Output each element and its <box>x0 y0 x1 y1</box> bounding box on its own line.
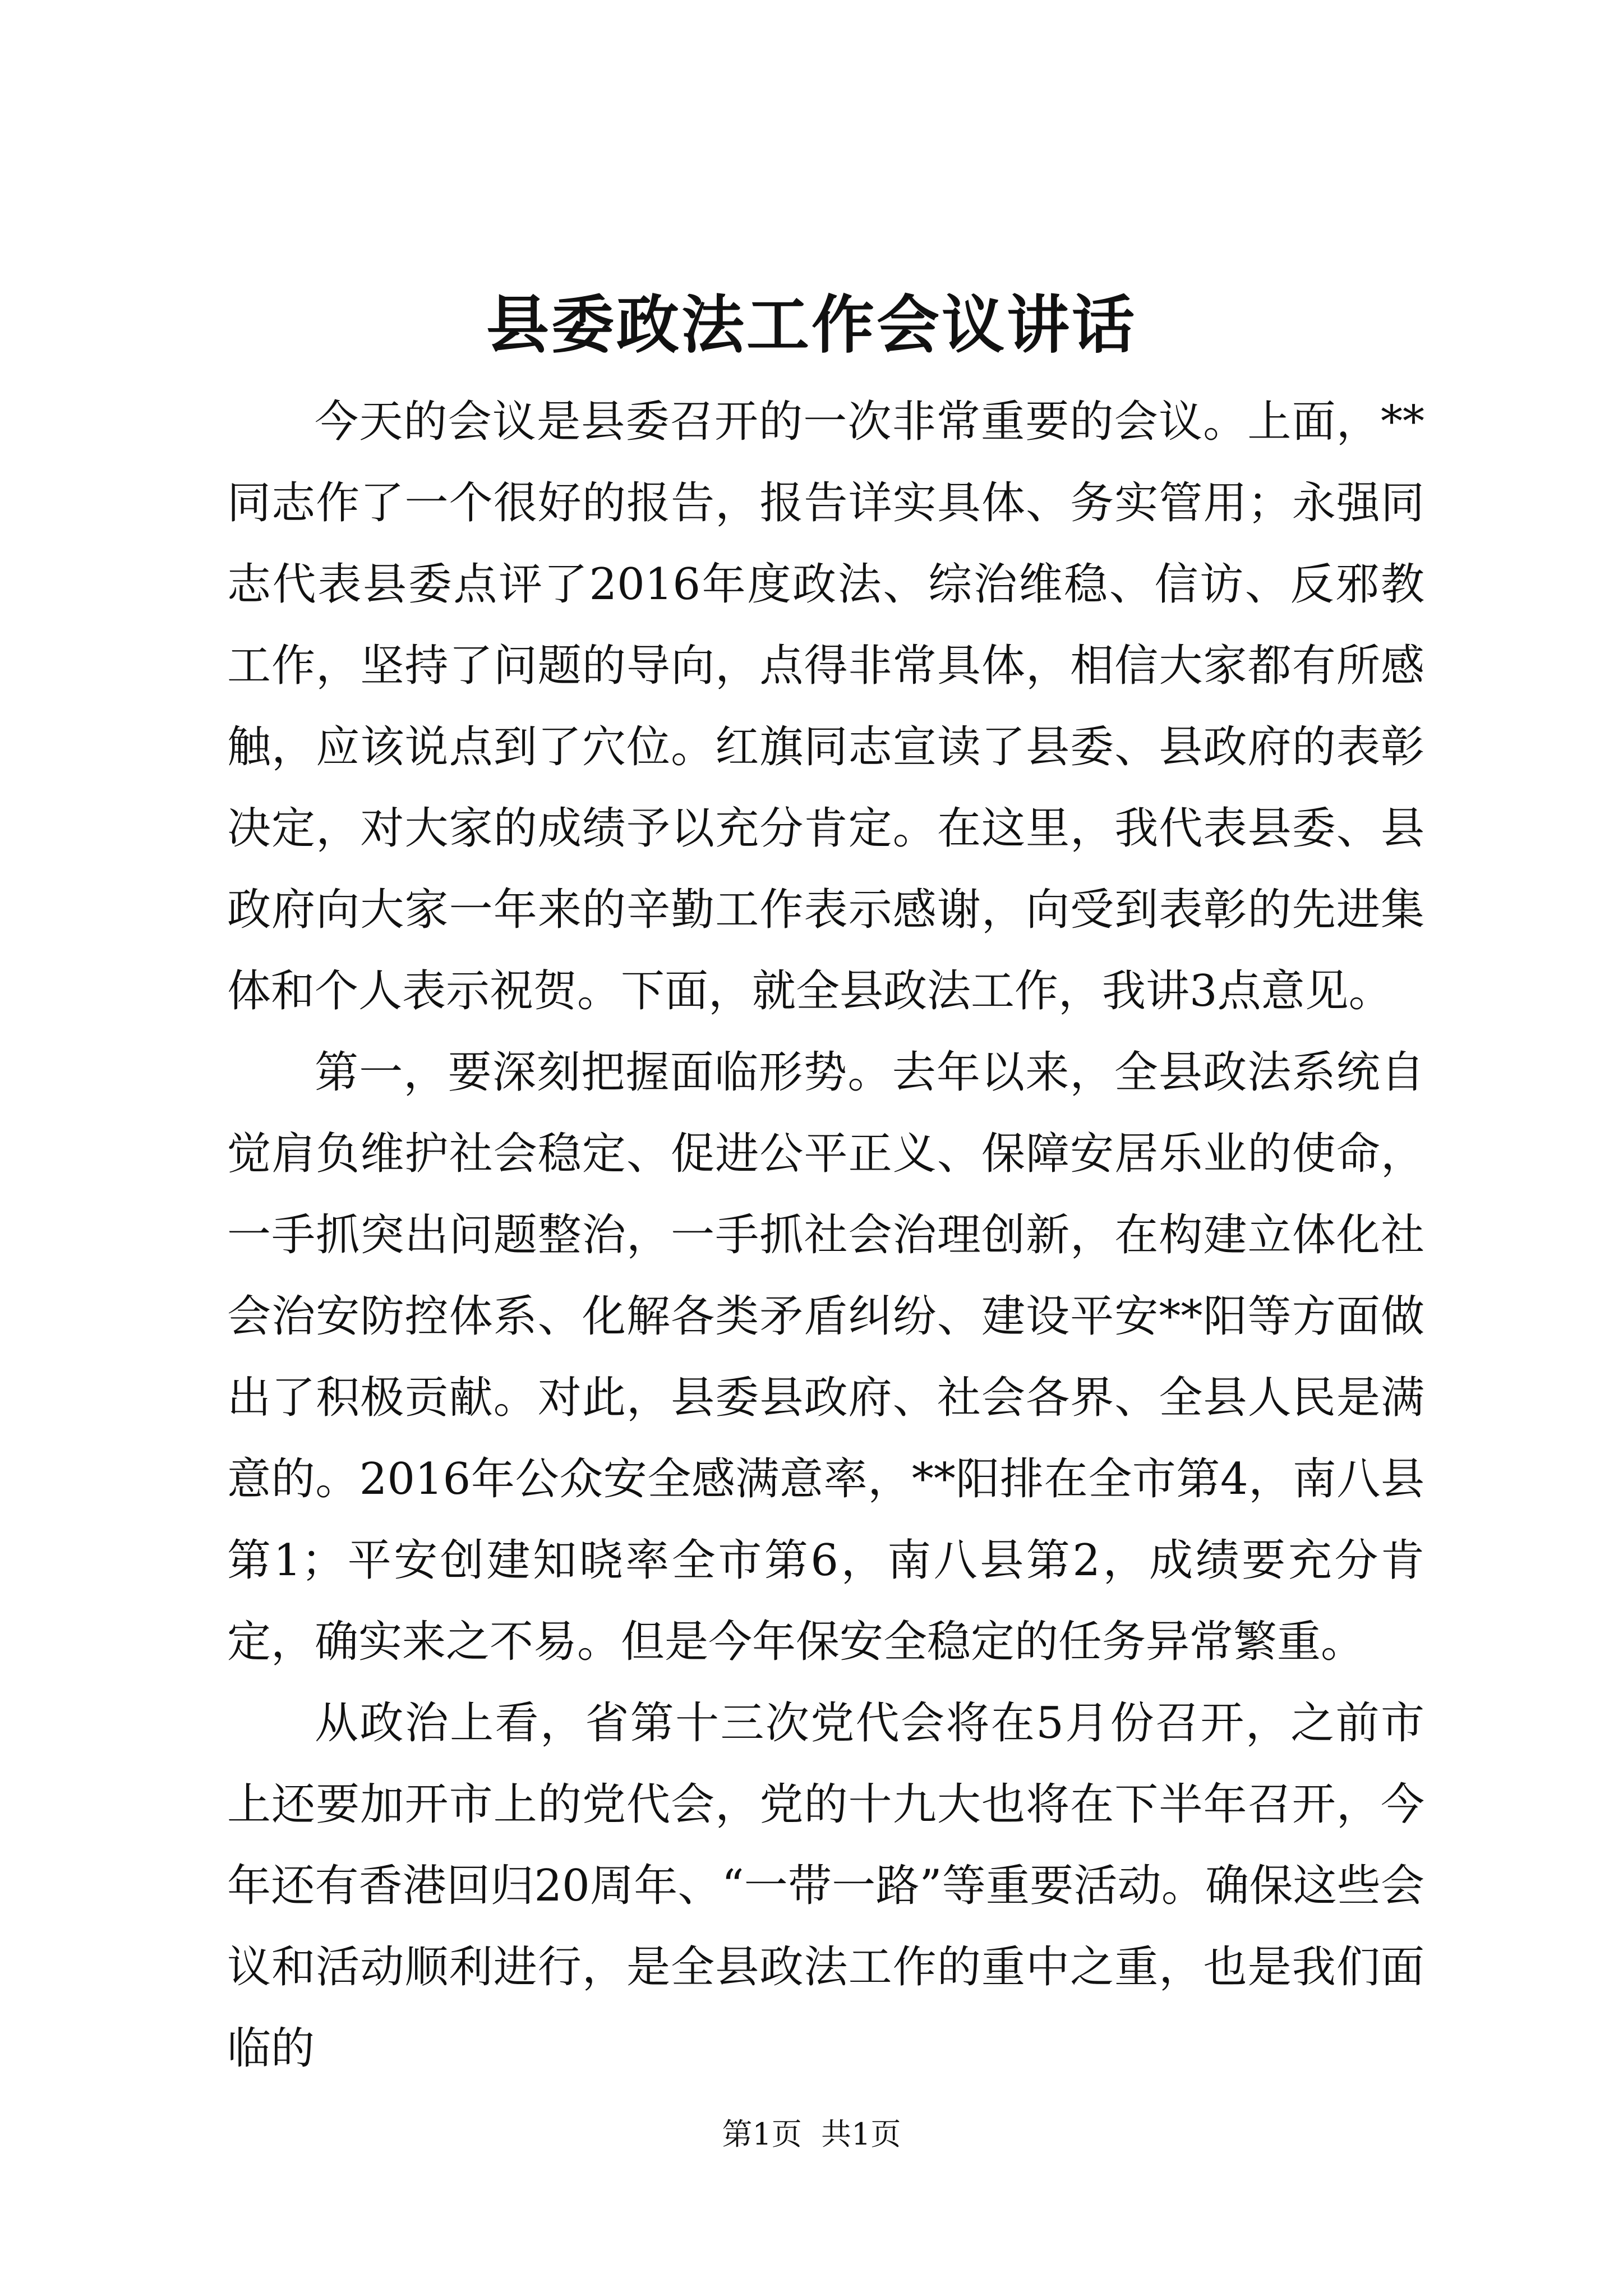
footer-page-current: 1 <box>752 2116 772 2152</box>
document-title: 县委政法工作会议讲话 <box>486 288 1137 362</box>
paragraph-3: 从政治上看，省第十三次党代会将在5月份召开，之前市上还要加开市上的党代会，党的十九大也将在下半年召开，今年还有香港回归20周年、“一带一路”等重要活动。确保这些会议和活动顺利进行，是全县政法工作的重中之重，也是我们面临的 <box>227 1698 1424 2074</box>
page-footer <box>0 2115 1623 2154</box>
document-body <box>227 381 1424 2090</box>
footer-page-suffix: 页 <box>870 2116 901 2152</box>
paragraph-1: 今天的会议是县委召开的一次非常重要的会议。上面，**同志作了一个很好的报告，报告详实具体、务实管用；永强同志代表县委点评了2016年度政法、综治维稳、信访、反邪教工作，坚持了问题的导向，点得非常具体，相信大家都有所感触，应该说点到了穴位。红旗同志宣读了县委、县政府的表彰决定，对大家的成绩予以充分肯定。在这里，我代表县委、县政府向大家一年来的辛勤工作表示感谢，向受到表彰的先进集体和个人表示祝贺。下面，就全县政法工作，我讲3点意见。 <box>227 397 1424 1016</box>
footer-page-total: 1 <box>851 2116 871 2152</box>
footer-page-middle: 页 共 <box>771 2116 852 2152</box>
paragraph-2: 第一，要深刻把握面临形势。去年以来，全县政法系统自觉肩负维护社会稳定、促进公平正义、保障安居乐业的使命，一手抓突出问题整治，一手抓社会治理创新，在构建立体化社会治安防控体系、化解各类矛盾纠纷、建设平安**阳等方面做出了积极贡献。对此，县委县政府、社会各界、全县人民是满意的。2016年公众安全感满意率，**阳排在全市第4，南八县第1；平安创建知晓率全市第6，南八县第2，成绩要充分肯定，确实来之不易。但是今年保安全稳定的任务异常繁重。 <box>227 1047 1424 1667</box>
footer-page-prefix: 第 <box>722 2116 753 2152</box>
